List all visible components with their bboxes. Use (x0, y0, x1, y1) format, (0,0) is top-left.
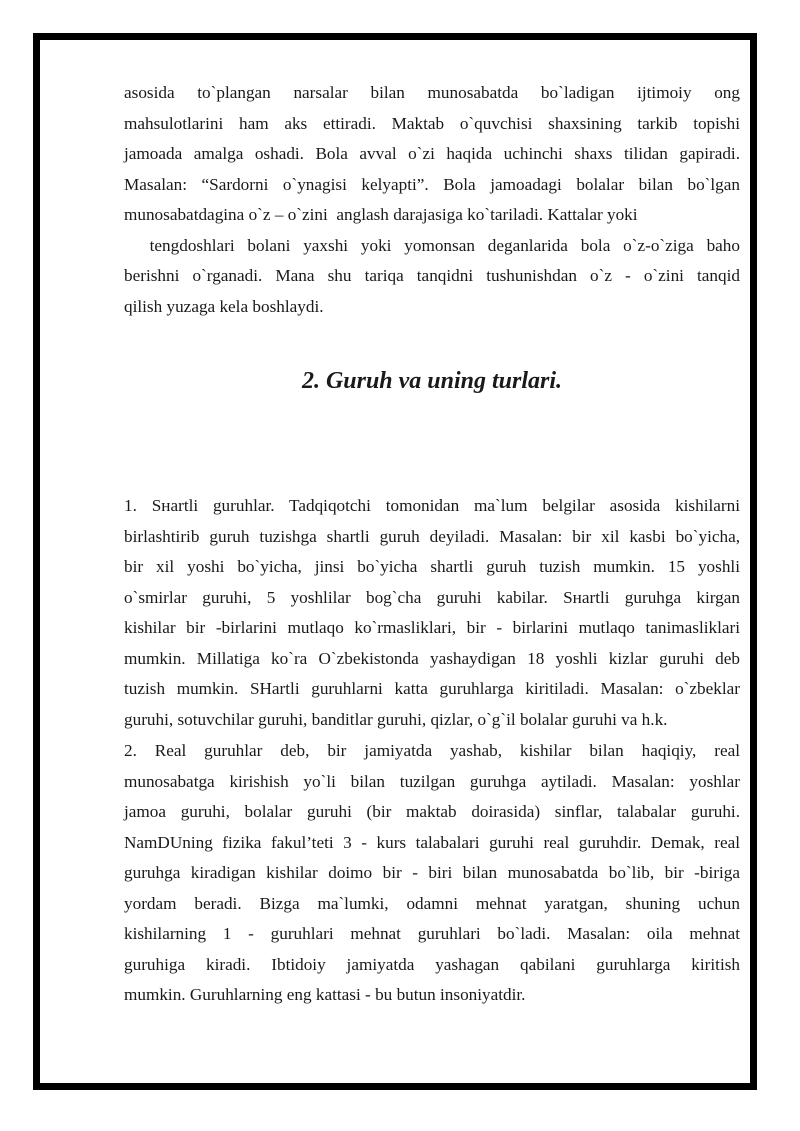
text-line: munosabatga kirishish yo`li bilan tuzilgan guruhga aytiladi. Masalan: yoshlar (124, 771, 740, 791)
text-line: guruhga kiradigan kishilar doimo bir - biri bilan munosabatda bo`lib, bir -biriga (124, 863, 740, 882)
section-heading: 2. Guruh va uning turlari. (301, 368, 563, 394)
text-line: jamoa guruhi, bolalar guruhi (bir maktab doirasida) sinflar, talabalar guruhi. (124, 802, 740, 821)
text-line: 2. Real guruhlar deb, bir jamiyatda yashab, kishilar bilan haqiqiy, real (124, 741, 740, 760)
text-line: o`smirlar guruhi, 5 yoshlilar bog`cha guruhi kabilar. Sнartli guruhga kirgan (124, 587, 740, 607)
text-line: tengdoshlari bolani yaxshi yoki yomonsan deganlarida bola o`z-o`ziga baho (124, 235, 740, 255)
text-line: 1. Sнartli guruhlar. Tadqiqotchi tomonidan ma`lum belgilar asosida kishilarni (124, 496, 740, 515)
text-line: mahsulotlarini ham aks ettiradi. Maktab o`quvchisi shaxsining tarkib topishi (124, 113, 740, 133)
text-line: berishni o`rganadi. Mana shu tariqa tanqidni tushunishdan o`z - o`zini tanqid (124, 266, 740, 285)
text-line: kishilarning 1 - guruhlari mehnat guruhlari bo`ladi. Masalan: oila mehnat (124, 924, 740, 943)
text-line: yordam beradi. Bizga ma`lumki, odamni mehnat yaratgan, shuning uchun (124, 893, 740, 913)
text-line: kishilar bir -birlarini mutlaqo ko`rmasliklari, bir - birlarini mutlaqo tanimasliklari (124, 618, 740, 637)
paragraph-real-groups (124, 736, 740, 1011)
text-line: birlashtirib guruh tuzishga shartli guruh deyiladi. Masalan: bir xil kasbi bo`yicha, (124, 526, 740, 546)
text-line: qilish yuzaga kela boshlaydi. (124, 296, 324, 316)
text-line: NamDUning fizika fakul’teti 3 - kurs talabalari guruhi real guruhdir. Demak, real (124, 832, 740, 852)
text-line: jamoada amalga oshadi. Bola avval o`zi haqida uchinchi shaxs tilidan gapiradi. (124, 144, 740, 163)
paragraph-conditional-groups (124, 491, 740, 735)
text-line: asosida to`plangan narsalar bilan munosabatda bo`ladigan ijtimoiy ong (124, 83, 740, 102)
intro-paragraph (124, 78, 740, 322)
text-line: tuzish mumkin. SHartli guruhlarni katta guruhlarga kiritiladi. Masalan: o`zbeklar (124, 679, 740, 698)
text-line: bir xil yoshi bo`yicha, jinsi bo`yicha shartli guruh tuzish mumkin. 15 yoshli (124, 557, 740, 576)
text-line: guruhiga kiradi. Ibtidoiy jamiyatda yashagan qabilani guruhlarga kiritish (124, 954, 740, 974)
page-border (33, 33, 757, 1090)
text-line: guruhi, sotuvchilar guruhi, banditlar guruhi, qizlar, o`g`il bolalar guruhi va h.k. (124, 709, 668, 729)
text-line: munosabatdagina o`z – o`zini anglash darajasiga ko`tariladi. Kattalar yoki (124, 205, 638, 224)
text-line: mumkin. Millatiga ko`ra O`zbekistonda yashaydigan 18 yoshli kizlar guruhi deb (124, 648, 740, 668)
text-line: mumkin. Guruhlarning eng kattasi - bu butun insoniyatdir. (124, 985, 526, 1004)
text-line: Masalan: “Sardorni o`ynagisi kelyapti”. Bola jamoadagi bolalar bilan bo`lgan (124, 174, 740, 194)
